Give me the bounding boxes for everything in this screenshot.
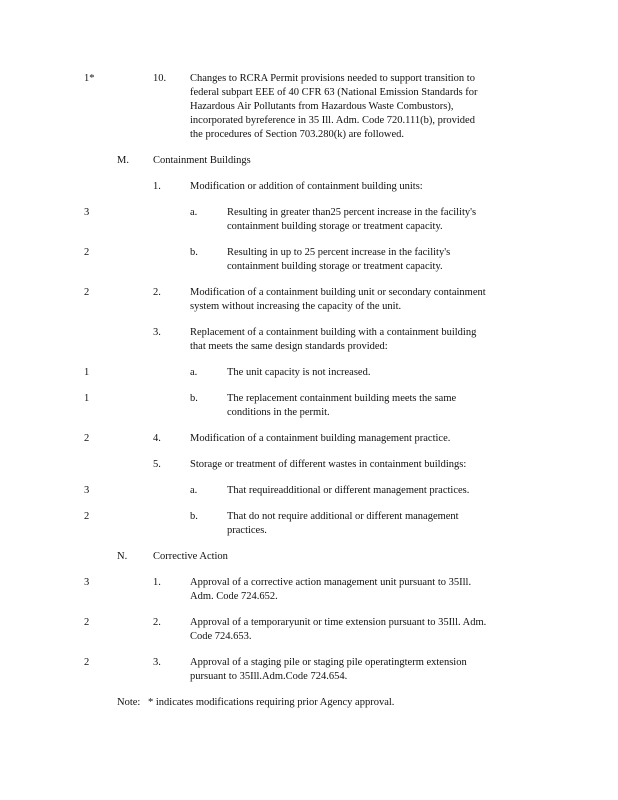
level-label: 2 — [84, 287, 90, 298]
note-text: * indicates modifications requiring prior Agency approval. — [148, 697, 395, 708]
item-number: 3. — [153, 327, 161, 338]
item-text-line: That do not require additional or different management — [227, 511, 459, 522]
level-label: 1* — [84, 73, 95, 84]
level-label: 2 — [84, 657, 90, 668]
level-label: 3 — [84, 485, 90, 496]
item-text-line: Modification of a containment building management practice. — [190, 433, 451, 444]
level-label: 1 — [84, 393, 90, 404]
item-number: 2. — [153, 617, 161, 628]
level-label: 3 — [84, 577, 90, 588]
item-number: b. — [190, 393, 198, 404]
item-text-line: That requireadditional or different management practices. — [227, 485, 470, 496]
item-number: a. — [190, 485, 198, 496]
note-label: Note: — [117, 697, 141, 708]
item-number: 10. — [153, 73, 167, 84]
item-text-line: Code 724.653. — [190, 631, 252, 642]
item-text-line: incorporated byreference in 35 Ill. Adm. Code 720.111(b), provided — [190, 115, 475, 126]
item-text-line: federal subpart EEE of 40 CFR 63 (National Emission Standards for — [190, 87, 478, 98]
item-number: a. — [190, 207, 198, 218]
item-number: a. — [190, 367, 198, 378]
item-text-line: Modification of a containment building unit or secondary containment — [190, 287, 486, 298]
item-text-line: The unit capacity is not increased. — [227, 367, 371, 378]
item-text-line: that meets the same design standards provided: — [190, 341, 388, 352]
item-text-line: Replacement of a containment building with a containment building — [190, 327, 477, 338]
level-label: 2 — [84, 433, 90, 444]
item-text-line: Hazardous Air Pollutants from Hazardous Waste Combustors), — [190, 101, 454, 112]
section-heading: Corrective Action — [153, 551, 228, 562]
item-text-line: Storage or treatment of different wastes in containment buildings: — [190, 459, 467, 470]
item-text-line: Adm. Code 724.652. — [190, 591, 278, 602]
item-text-line: Approval of a staging pile or staging pile operatingterm extension — [190, 657, 467, 668]
item-text-line: Resulting in up to 25 percent increase in the facility's — [227, 247, 451, 258]
level-label: 2 — [84, 617, 90, 628]
item-number: b. — [190, 247, 198, 258]
item-text-line: Approval of a temporaryunit or time extension pursuant to 35Ill. Adm. — [190, 617, 487, 628]
item-number: 2. — [153, 287, 161, 298]
item-text-line: Changes to RCRA Permit provisions needed to support transition to — [190, 73, 475, 84]
item-number: 1. — [153, 577, 161, 588]
item-text-line: Resulting in greater than25 percent increase in the facility's — [227, 207, 477, 218]
level-label: 1 — [84, 367, 90, 378]
item-text-line: containment building storage or treatment capacity. — [227, 261, 443, 272]
item-text-line: conditions in the permit. — [227, 407, 330, 418]
item-text-line: Modification or addition of containment building units: — [190, 181, 423, 192]
item-text-line: system without increasing the capacity of the unit. — [190, 301, 402, 312]
item-number: b. — [190, 511, 198, 522]
item-text-line: practices. — [227, 525, 267, 536]
section-letter: N. — [117, 551, 128, 562]
level-label: 2 — [84, 247, 90, 258]
item-number: 1. — [153, 181, 161, 192]
item-number: 3. — [153, 657, 161, 668]
item-text-line: Approval of a corrective action management unit pursuant to 35Ill. — [190, 577, 472, 588]
item-text-line: The replacement containment building meets the same — [227, 393, 457, 404]
section-heading: Containment Buildings — [153, 155, 251, 166]
section-letter: M. — [117, 155, 129, 166]
level-label: 2 — [84, 511, 90, 522]
level-label: 3 — [84, 207, 90, 218]
item-number: 4. — [153, 433, 161, 444]
item-number: 5. — [153, 459, 161, 470]
item-text-line: pursuant to 35Ill.Adm.Code 724.654. — [190, 671, 348, 682]
item-text-line: containment building storage or treatment capacity. — [227, 221, 443, 232]
item-text-line: the procedures of Section 703.280(k) are followed. — [190, 129, 405, 140]
